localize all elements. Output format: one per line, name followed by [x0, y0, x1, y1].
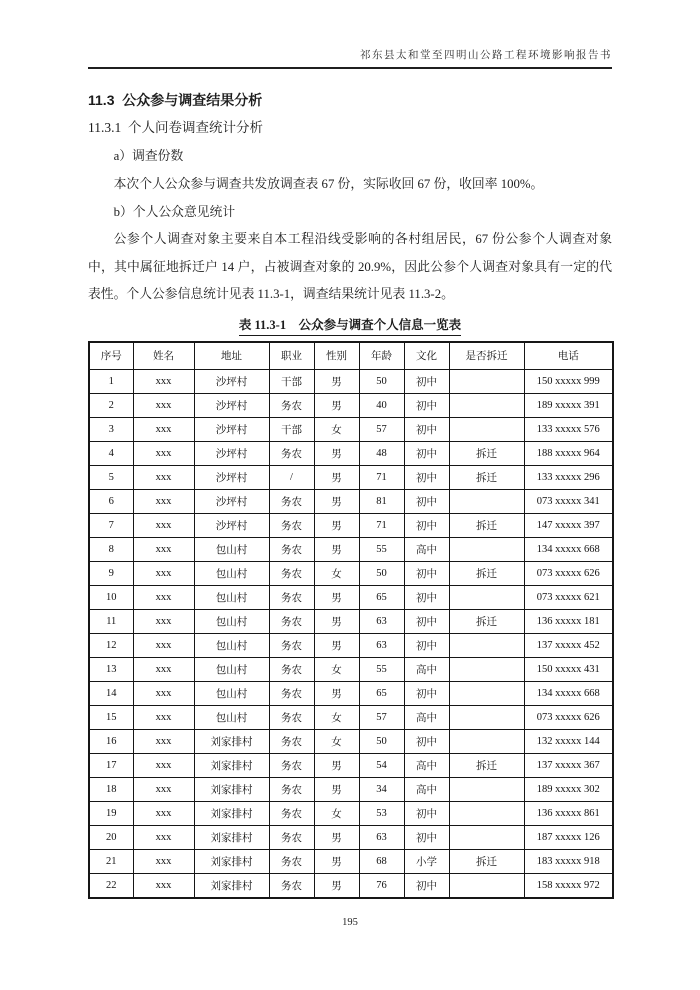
page-content — [88, 0, 612, 899]
section-heading: 11.3 公众参与调查结果分析 — [88, 92, 263, 108]
table-cell: 男 — [314, 514, 359, 538]
table-cell: 4 — [89, 442, 133, 466]
table-cell: 初中 — [404, 490, 449, 514]
table-row — [89, 850, 613, 874]
table-cell: 71 — [359, 466, 404, 490]
table-cell: 150 xxxxx 999 — [524, 370, 613, 394]
table-cell: 21 — [89, 850, 133, 874]
table-cell — [449, 826, 524, 850]
table-cell: 高中 — [404, 706, 449, 730]
table-cell: 073 xxxxx 626 — [524, 706, 613, 730]
table-cell: 包山村 — [194, 658, 269, 682]
table-cell: 拆迁 — [449, 466, 524, 490]
table-cell: xxx — [133, 802, 194, 826]
table-cell: 18 — [89, 778, 133, 802]
table-header-cell: 年龄 — [359, 342, 404, 370]
table-cell: 刘家排村 — [194, 730, 269, 754]
table-cell — [449, 658, 524, 682]
table-cell: 男 — [314, 778, 359, 802]
table-cell: 女 — [314, 802, 359, 826]
table-cell: 男 — [314, 586, 359, 610]
table-cell: 137 xxxxx 452 — [524, 634, 613, 658]
table-cell: 沙坪村 — [194, 418, 269, 442]
table-cell: 初中 — [404, 874, 449, 898]
table-cell: 188 xxxxx 964 — [524, 442, 613, 466]
table-cell — [449, 778, 524, 802]
table-cell — [449, 586, 524, 610]
table-cell — [449, 682, 524, 706]
table-cell: 50 — [359, 562, 404, 586]
table-cell: 14 — [89, 682, 133, 706]
table-cell: 务农 — [269, 850, 314, 874]
table-cell: 务农 — [269, 802, 314, 826]
table-cell: 71 — [359, 514, 404, 538]
table-cell: 初中 — [404, 634, 449, 658]
table-cell — [449, 490, 524, 514]
table-row — [89, 514, 613, 538]
table-cell: 073 xxxxx 626 — [524, 562, 613, 586]
table-cell: 男 — [314, 850, 359, 874]
table-cell: 134 xxxxx 668 — [524, 682, 613, 706]
table-cell: 1 — [89, 370, 133, 394]
table-cell: xxx — [133, 730, 194, 754]
page-number: 195 — [342, 917, 358, 928]
table-cell: xxx — [133, 586, 194, 610]
table-row — [89, 418, 613, 442]
table-row — [89, 490, 613, 514]
table-row — [89, 826, 613, 850]
table-cell: 15 — [89, 706, 133, 730]
table-cell: 53 — [359, 802, 404, 826]
table-cell: 55 — [359, 538, 404, 562]
table-cell: 包山村 — [194, 586, 269, 610]
table-cell: xxx — [133, 778, 194, 802]
running-header: 祁东县太和堂至四明山公路工程环境影响报告书 — [360, 50, 612, 61]
table-cell: 包山村 — [194, 706, 269, 730]
table-cell: xxx — [133, 418, 194, 442]
table-cell: 务农 — [269, 514, 314, 538]
table-cell: 63 — [359, 610, 404, 634]
table-cell — [449, 802, 524, 826]
table-cell: 50 — [359, 730, 404, 754]
table-cell: 男 — [314, 826, 359, 850]
table-cell: 63 — [359, 826, 404, 850]
table-cell: 57 — [359, 706, 404, 730]
table-cell: 高中 — [404, 538, 449, 562]
table-cell: 19 — [89, 802, 133, 826]
table-cell: xxx — [133, 610, 194, 634]
table-cell: 147 xxxxx 397 — [524, 514, 613, 538]
table-cell: 女 — [314, 658, 359, 682]
table-cell: 包山村 — [194, 538, 269, 562]
table-cell: 沙坪村 — [194, 466, 269, 490]
table-cell: 初中 — [404, 610, 449, 634]
table-cell: 初中 — [404, 682, 449, 706]
table-cell: 16 — [89, 730, 133, 754]
table-cell: 务农 — [269, 682, 314, 706]
table-cell: 沙坪村 — [194, 514, 269, 538]
table-cell: 务农 — [269, 706, 314, 730]
header-rule — [88, 67, 612, 69]
table-cell: 男 — [314, 394, 359, 418]
table-cell — [449, 730, 524, 754]
table-header-cell: 文化 — [404, 342, 449, 370]
table-cell: 务农 — [269, 586, 314, 610]
table-cell: 68 — [359, 850, 404, 874]
table-cell: 136 xxxxx 861 — [524, 802, 613, 826]
table-cell: 初中 — [404, 586, 449, 610]
table-header-cell: 是否拆迁 — [449, 342, 524, 370]
table-cell: 76 — [359, 874, 404, 898]
table-row — [89, 394, 613, 418]
table-cell: 初中 — [404, 826, 449, 850]
table-cell: 男 — [314, 634, 359, 658]
table-cell: 初中 — [404, 394, 449, 418]
table-cell: 女 — [314, 706, 359, 730]
list-item-b: b）个人公众意见统计 — [113, 205, 236, 219]
table-cell: 刘家排村 — [194, 778, 269, 802]
table-cell: 9 — [89, 562, 133, 586]
table-row — [89, 442, 613, 466]
table-cell: xxx — [133, 538, 194, 562]
table-cell: 初中 — [404, 418, 449, 442]
table-cell: 拆迁 — [449, 562, 524, 586]
table-cell: 沙坪村 — [194, 490, 269, 514]
table-cell: 干部 — [269, 370, 314, 394]
table-cell: 务农 — [269, 562, 314, 586]
table-cell — [449, 370, 524, 394]
table-cell — [449, 706, 524, 730]
table-cell: 务农 — [269, 490, 314, 514]
table-cell: 55 — [359, 658, 404, 682]
table-cell: 女 — [314, 418, 359, 442]
table-cell: 高中 — [404, 754, 449, 778]
table-cell: 拆迁 — [449, 850, 524, 874]
info-table-head-row — [89, 342, 613, 370]
table-row — [89, 802, 613, 826]
table-cell: 22 — [89, 874, 133, 898]
table-cell: 187 xxxxx 126 — [524, 826, 613, 850]
table-cell: 高中 — [404, 658, 449, 682]
table-cell: 初中 — [404, 802, 449, 826]
table-cell: xxx — [133, 658, 194, 682]
table-cell: 务农 — [269, 730, 314, 754]
table-cell: xxx — [133, 562, 194, 586]
table-cell: 务农 — [269, 610, 314, 634]
table-header-cell: 地址 — [194, 342, 269, 370]
table-cell: xxx — [133, 490, 194, 514]
table-cell: xxx — [133, 874, 194, 898]
table-cell: 男 — [314, 874, 359, 898]
table-cell: 拆迁 — [449, 442, 524, 466]
table-cell: 拆迁 — [449, 754, 524, 778]
table-cell: 65 — [359, 682, 404, 706]
table-row — [89, 466, 613, 490]
table-cell: 务农 — [269, 634, 314, 658]
table-cell: 34 — [359, 778, 404, 802]
table-cell: 7 — [89, 514, 133, 538]
subsection-heading: 11.3.1 个人问卷调查统计分析 — [88, 120, 263, 135]
table-row — [89, 586, 613, 610]
table-header-cell: 姓名 — [133, 342, 194, 370]
table-cell: 137 xxxxx 367 — [524, 754, 613, 778]
table-cell: 刘家排村 — [194, 826, 269, 850]
table-cell: 5 — [89, 466, 133, 490]
table-cell: 男 — [314, 682, 359, 706]
table-cell: 17 — [89, 754, 133, 778]
table-cell: 男 — [314, 610, 359, 634]
table-cell: 刘家排村 — [194, 802, 269, 826]
table-cell: 包山村 — [194, 682, 269, 706]
table-cell: xxx — [133, 826, 194, 850]
table-cell: 40 — [359, 394, 404, 418]
table-cell: 189 xxxxx 391 — [524, 394, 613, 418]
table-cell: 133 xxxxx 576 — [524, 418, 613, 442]
table-cell: xxx — [133, 706, 194, 730]
table-cell: 包山村 — [194, 610, 269, 634]
table-cell: 183 xxxxx 918 — [524, 850, 613, 874]
table-row — [89, 778, 613, 802]
table-cell: 初中 — [404, 466, 449, 490]
list-item-a: a）调查份数 — [113, 149, 184, 163]
table-cell: 男 — [314, 490, 359, 514]
table-row — [89, 370, 613, 394]
table-row — [89, 874, 613, 898]
paragraph-survey-stats: 公参个人调查对象主要来自本工程沿线受影响的各村组居民，67 份公参个人调查对象中，其中属征地拆迁户 14 户，占被调查对象的 20.9%，因此公参个人调查对象具有一定的代表性。个人公参信息统计见表 11.3-1，调查结果统计见表 11.3-2。 — [88, 232, 612, 301]
table-cell: 189 xxxxx 302 — [524, 778, 613, 802]
table-cell: xxx — [133, 850, 194, 874]
table-row — [89, 538, 613, 562]
table-row — [89, 610, 613, 634]
table-row — [89, 754, 613, 778]
table-cell: 57 — [359, 418, 404, 442]
table-cell: 拆迁 — [449, 610, 524, 634]
table-cell: 务农 — [269, 778, 314, 802]
table-cell: 刘家排村 — [194, 850, 269, 874]
table-cell: 11 — [89, 610, 133, 634]
table-cell: xxx — [133, 634, 194, 658]
table-cell: 干部 — [269, 418, 314, 442]
table-title — [88, 315, 612, 336]
table-cell: 务农 — [269, 394, 314, 418]
personal-info-table — [88, 341, 614, 899]
table-cell: 13 — [89, 658, 133, 682]
table-cell: 初中 — [404, 730, 449, 754]
table-cell: 初中 — [404, 370, 449, 394]
table-cell — [449, 418, 524, 442]
table-cell: 20 — [89, 826, 133, 850]
table-cell — [449, 634, 524, 658]
table-row — [89, 658, 613, 682]
table-cell: 48 — [359, 442, 404, 466]
table-cell: 63 — [359, 634, 404, 658]
table-cell: 81 — [359, 490, 404, 514]
table-cell: 10 — [89, 586, 133, 610]
table-cell: 初中 — [404, 442, 449, 466]
table-cell: 刘家排村 — [194, 874, 269, 898]
table-cell: 务农 — [269, 874, 314, 898]
table-cell: xxx — [133, 682, 194, 706]
table-cell: 150 xxxxx 431 — [524, 658, 613, 682]
table-cell: 女 — [314, 562, 359, 586]
table-cell: 男 — [314, 370, 359, 394]
table-row — [89, 706, 613, 730]
table-row — [89, 634, 613, 658]
table-cell: xxx — [133, 466, 194, 490]
table-cell: 务农 — [269, 658, 314, 682]
table-header-cell: 电话 — [524, 342, 613, 370]
table-cell: 132 xxxxx 144 — [524, 730, 613, 754]
table-cell: 8 — [89, 538, 133, 562]
table-cell — [449, 874, 524, 898]
table-cell: xxx — [133, 514, 194, 538]
table-cell: 小学 — [404, 850, 449, 874]
table-cell: 男 — [314, 466, 359, 490]
table-cell: 包山村 — [194, 562, 269, 586]
table-cell: 沙坪村 — [194, 394, 269, 418]
table-cell: 初中 — [404, 562, 449, 586]
table-cell: 拆迁 — [449, 514, 524, 538]
table-cell: 男 — [314, 754, 359, 778]
table-cell: 男 — [314, 442, 359, 466]
table-cell: 136 xxxxx 181 — [524, 610, 613, 634]
info-table-body — [89, 370, 613, 898]
table-cell: 073 xxxxx 341 — [524, 490, 613, 514]
table-row — [89, 730, 613, 754]
table-cell: 65 — [359, 586, 404, 610]
table-cell: 6 — [89, 490, 133, 514]
table-cell: xxx — [133, 394, 194, 418]
table-row — [89, 562, 613, 586]
table-cell — [449, 394, 524, 418]
table-cell: 073 xxxxx 621 — [524, 586, 613, 610]
table-cell: 沙坪村 — [194, 442, 269, 466]
table-cell: 12 — [89, 634, 133, 658]
table-cell — [449, 538, 524, 562]
table-row — [89, 682, 613, 706]
table-cell: 高中 — [404, 778, 449, 802]
table-cell: 54 — [359, 754, 404, 778]
table-cell: 3 — [89, 418, 133, 442]
table-header-cell: 序号 — [89, 342, 133, 370]
table-header-cell: 性别 — [314, 342, 359, 370]
table-cell: 务农 — [269, 826, 314, 850]
table-cell: 包山村 — [194, 634, 269, 658]
table-cell: 刘家排村 — [194, 754, 269, 778]
table-cell: 务农 — [269, 754, 314, 778]
table-header-cell: 职业 — [269, 342, 314, 370]
paragraph-survey-count: 本次个人公众参与调查共发放调查表 67 份，实际收回 67 份，收回率 100%。 — [113, 177, 544, 191]
table-cell: 初中 — [404, 514, 449, 538]
table-cell: / — [269, 466, 314, 490]
table-cell: 158 xxxxx 972 — [524, 874, 613, 898]
table-cell: 男 — [314, 538, 359, 562]
table-cell: xxx — [133, 370, 194, 394]
table-cell: 50 — [359, 370, 404, 394]
table-cell: 134 xxxxx 668 — [524, 538, 613, 562]
table-cell: 务农 — [269, 442, 314, 466]
table-cell: 沙坪村 — [194, 370, 269, 394]
table-cell: 2 — [89, 394, 133, 418]
table-cell: 务农 — [269, 538, 314, 562]
table-cell: xxx — [133, 754, 194, 778]
table-cell: 133 xxxxx 296 — [524, 466, 613, 490]
table-cell: 女 — [314, 730, 359, 754]
table-cell: xxx — [133, 442, 194, 466]
table-title-text: 表 11.3-1 公众参与调查个人信息一览表 — [239, 315, 461, 336]
